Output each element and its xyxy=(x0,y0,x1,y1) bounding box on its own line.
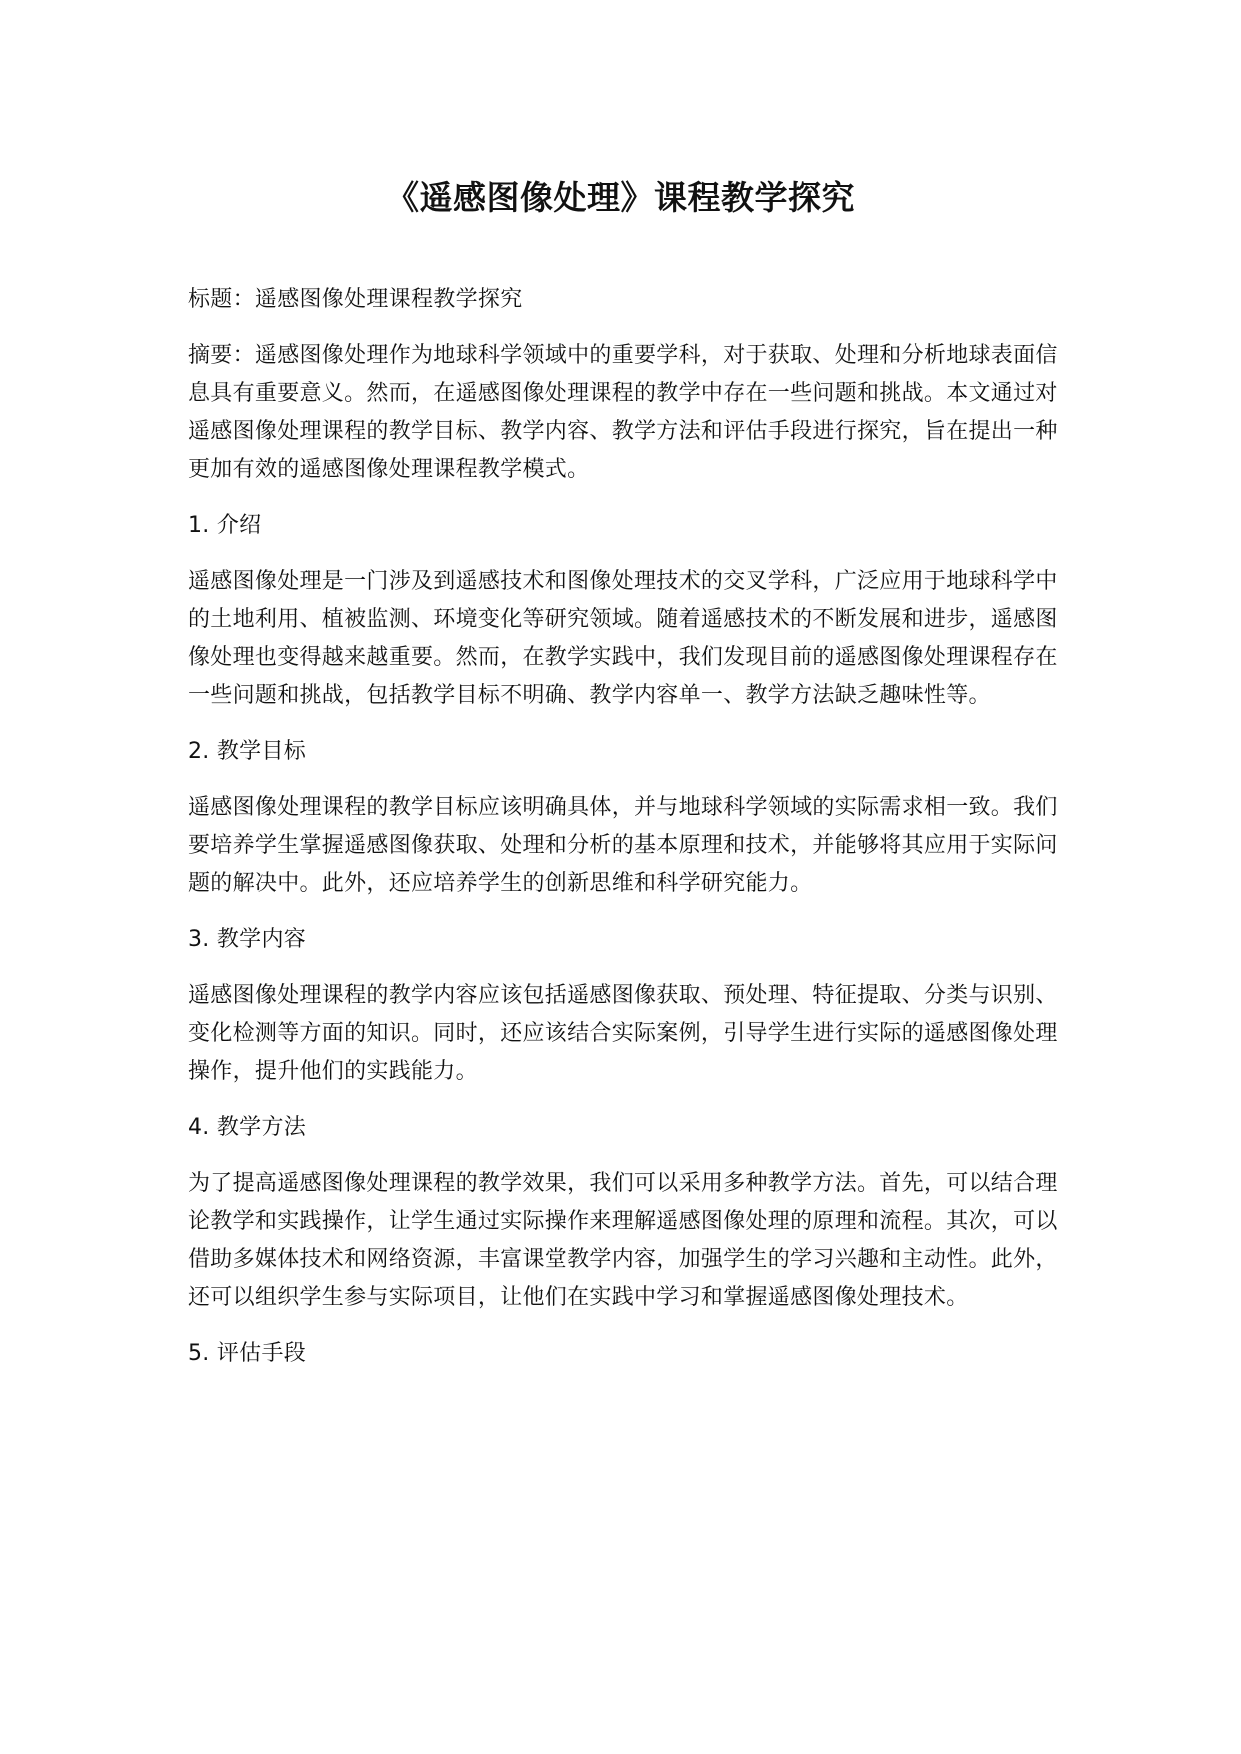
abstract-paragraph: 摘要：遥感图像处理作为地球科学领域中的重要学科，对于获取、处理和分析地球表面信息具有重要意义。然而，在遥感图像处理课程的教学中存在一些问题和挑战。本文通过对遥感图像处理课程的教学目标、教学内容、教学方法和评估手段进行探究，旨在提出一种更加有效的遥感图像处理课程教学模式。 xyxy=(188,343,1058,482)
introduction-paragraph: 遥感图像处理是一门涉及到遥感技术和图像处理技术的交叉学科，广泛应用于地球科学中的土地利用、植被监测、环境变化等研究领域。随着遥感技术的不断发展和进步，遥感图像处理也变得越来越重要。然而，在教学实践中，我们发现目前的遥感图像处理课程存在一些问题和挑战，包括教学目标不明确、教学内容单一、教学方法缺乏趣味性等。 xyxy=(188,569,1058,708)
title-line: 标题：遥感图像处理课程教学探究 xyxy=(188,287,523,312)
teaching-goals-paragraph: 遥感图像处理课程的教学目标应该明确具体，并与地球科学领域的实际需求相一致。我们要培养学生掌握遥感图像获取、处理和分析的基本原理和技术，并能够将其应用于实际问题的解决中。此外，还应培养学生的创新思维和科学研究能力。 xyxy=(188,795,1058,896)
section-heading-teaching-methods: 4. 教学方法 xyxy=(188,1115,307,1140)
document-title: 《遥感图像处理》课程教学探究 xyxy=(386,178,855,217)
section-heading-teaching-content: 3. 教学内容 xyxy=(188,927,307,952)
document-body xyxy=(188,281,1068,1391)
section-heading-introduction: 1. 介绍 xyxy=(188,513,262,538)
teaching-methods-paragraph: 为了提高遥感图像处理课程的教学效果，我们可以采用多种教学方法。首先，可以结合理论教学和实践操作，让学生通过实际操作来理解遥感图像处理的原理和流程。其次，可以借助多媒体技术和网络资源，丰富课堂教学内容，加强学生的学习兴趣和主动性。此外，还可以组织学生参与实际项目，让他们在实践中学习和掌握遥感图像处理技术。 xyxy=(188,1171,1058,1310)
section-heading-assessment: 5. 评估手段 xyxy=(188,1341,307,1366)
teaching-content-paragraph: 遥感图像处理课程的教学内容应该包括遥感图像获取、预处理、特征提取、分类与识别、变化检测等方面的知识。同时，还应该结合实际案例，引导学生进行实际的遥感图像处理操作，提升他们的实践能力。 xyxy=(188,983,1058,1084)
section-heading-teaching-goals: 2. 教学目标 xyxy=(188,739,307,764)
